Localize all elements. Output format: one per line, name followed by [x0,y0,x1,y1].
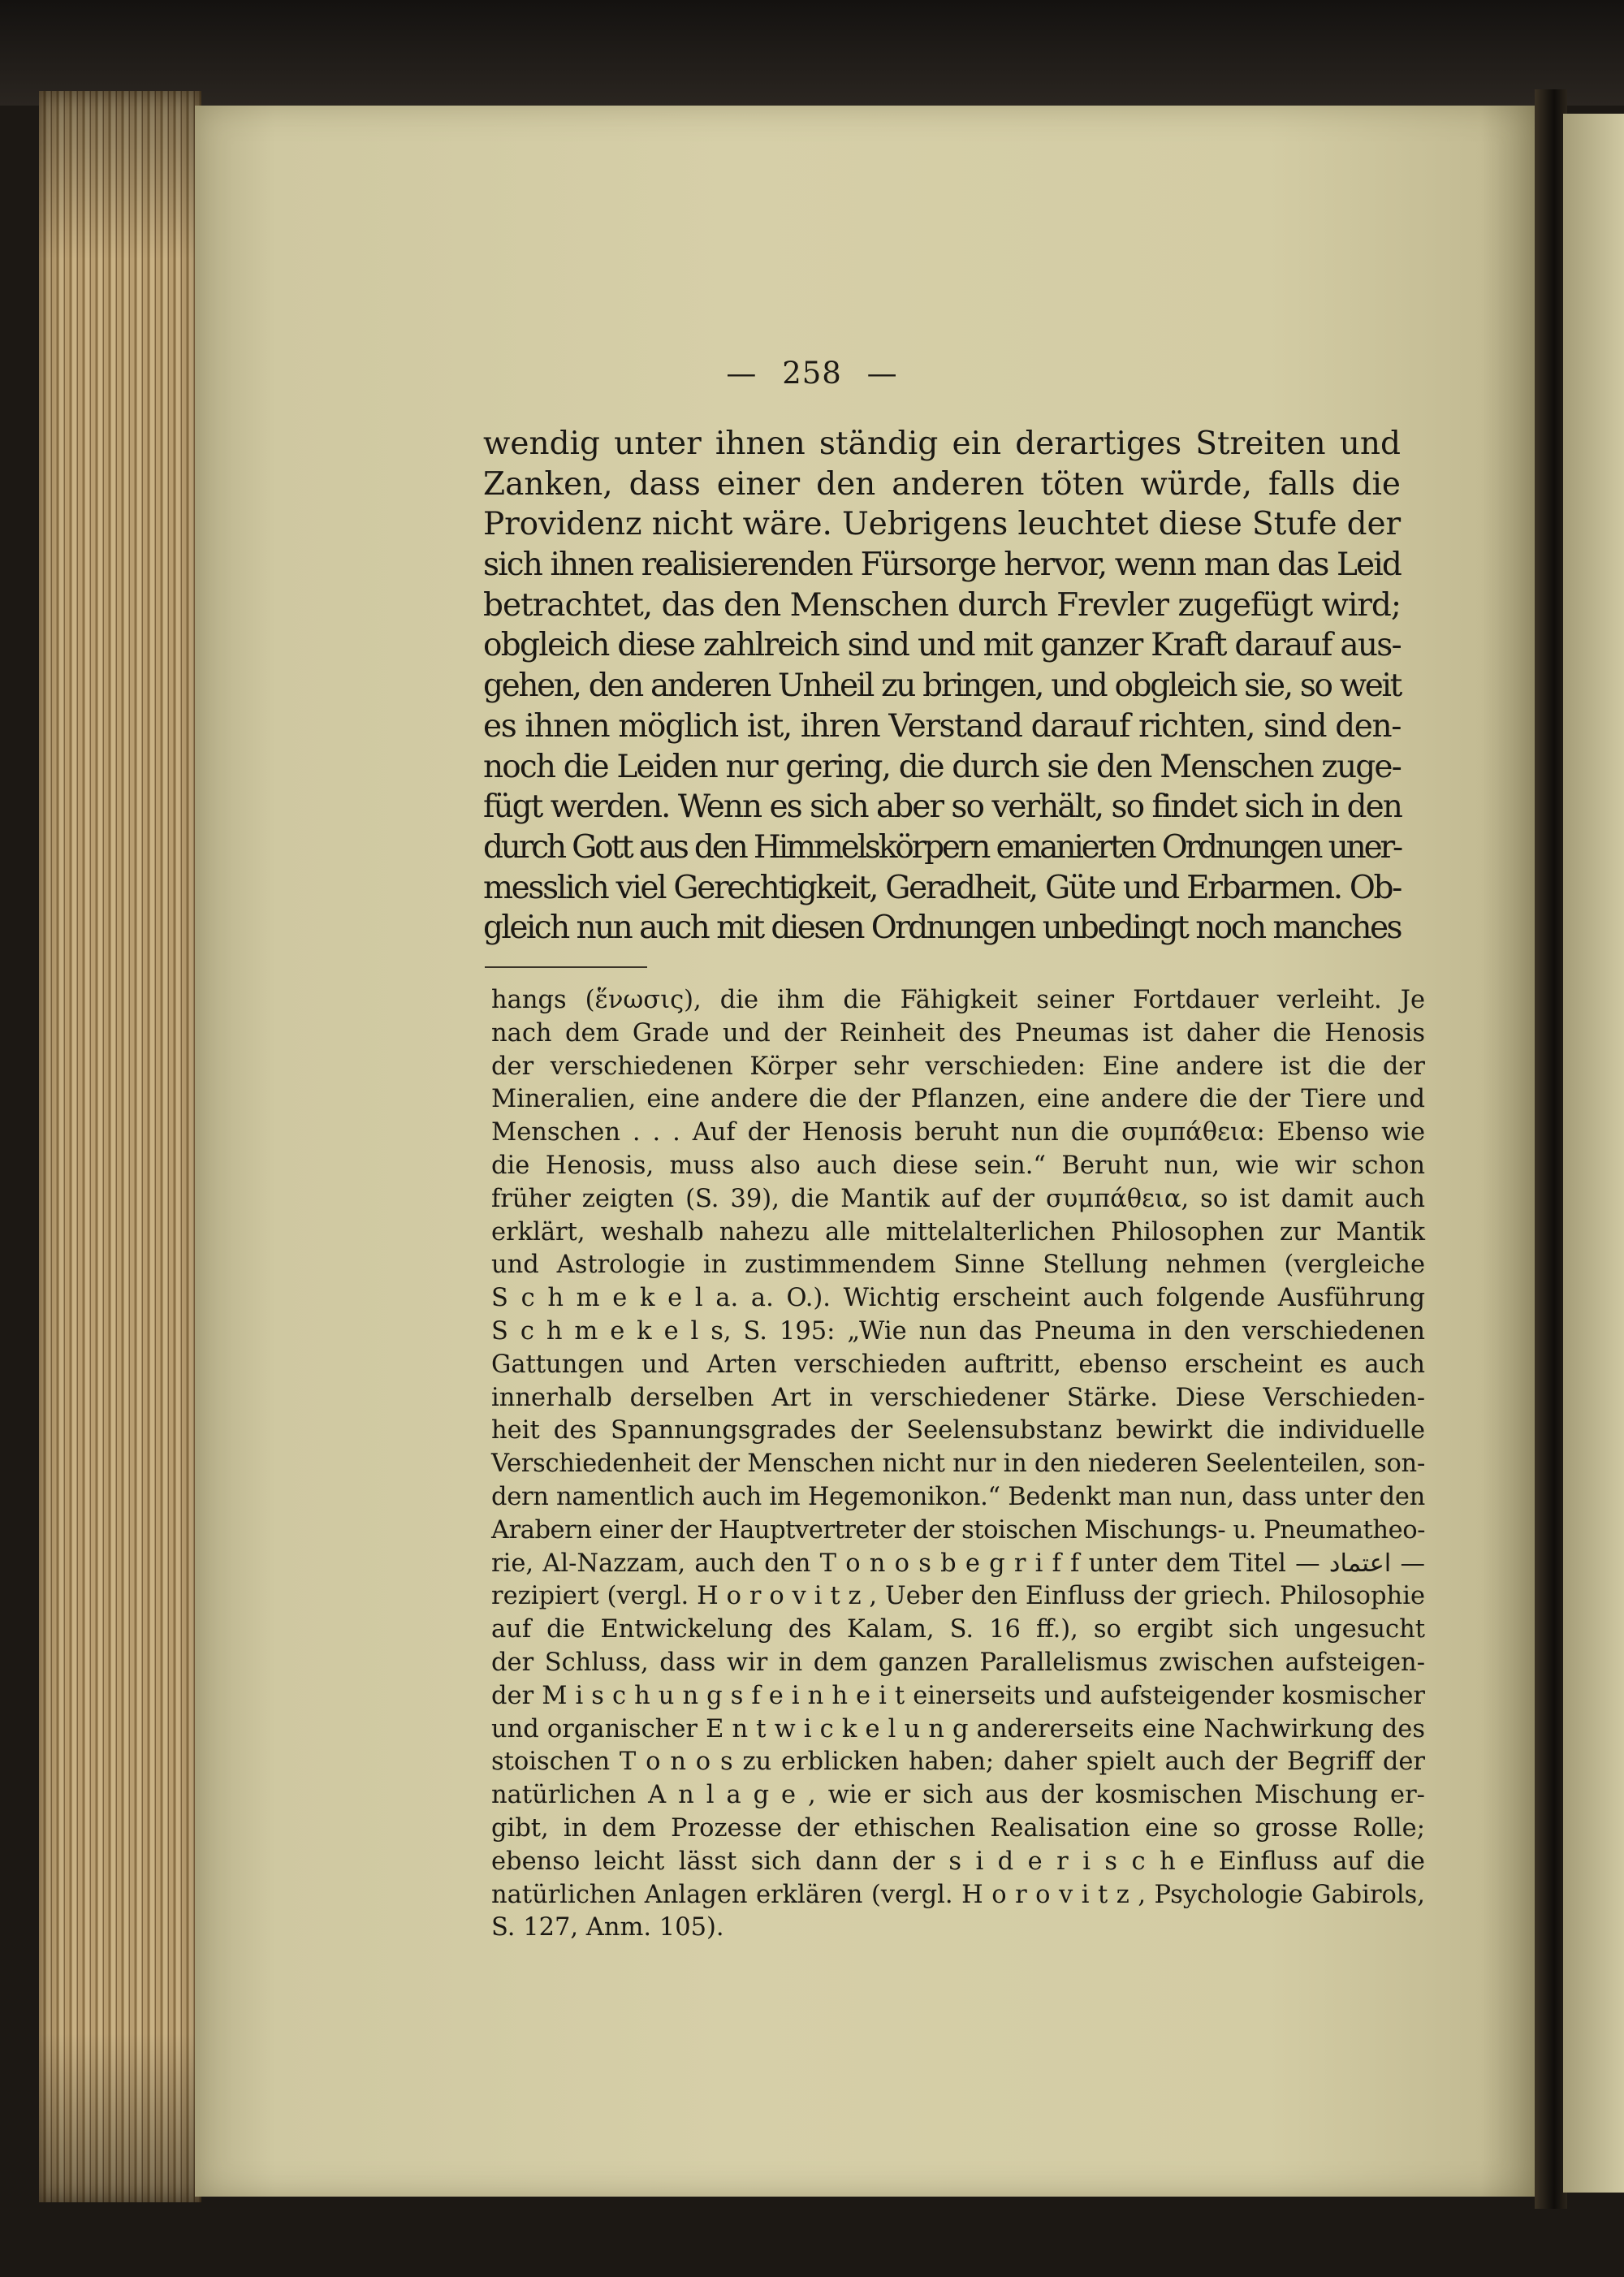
footnote-line: Mineralien, eine andere die der Pflanzen, eine andere die der Tiere und [491,1085,1425,1114]
footnote-line: rezipiert (vergl. H o r o v i t z , Ueber den Einfluss der griech. Philosophie [491,1582,1425,1611]
footnote-line: der verschiedenen Körper sehr verschieden: Eine andere ist die der [491,1052,1425,1081]
text-line: gehen, den anderen Unheil zu bringen, und obgleich sie, so weit [483,668,1401,705]
text-line: Providenz nicht wäre. Uebrigens leuchtet diese Stufe der [483,506,1401,543]
footnote-line: ebenso leicht lässt sich dann der s i d e r i s c h e Einfluss auf die [491,1847,1425,1876]
text-line: es ihnen möglich ist, ihren Verstand darauf richten, sind den- [483,707,1401,745]
text-line: wendig unter ihnen ständig ein derartiges Streiten und [483,426,1401,462]
text-line: betrachtet, das den Menschen durch Frevler zugefügt wird; [483,586,1401,624]
footnote-line: heit des Spannungsgrades der Seelensubstanz bewirkt die individuelle [491,1416,1425,1445]
footnote-line: und organischer E n t w i c k e l u n g andererseits eine Nachwirkung des [491,1714,1425,1743]
header-dash-right: — [866,356,898,391]
text-line: obgleich diese zahlreich sind und mit ganzer Kraft darauf aus- [483,627,1401,664]
footnote-line: S. 127, Anm. 105). [491,1913,724,1942]
text-line: sich ihnen realisierenden Fürsorge hervor, wenn man das Leid [483,547,1401,584]
text-line: messlich viel Gerechtigkeit, Geradheit, Güte und Erbarmen. Ob- [483,869,1401,906]
text-line: fügt werden. Wenn es sich aber so verhält, so findet sich in den [483,789,1402,826]
facing-page-edge [1563,114,1624,2193]
footnote-line: Verschiedenheit der Menschen nicht nur in den niederen Seelenteilen, son- [491,1450,1425,1479]
footnote-line: erklärt, weshalb nahezu alle mittelalterlichen Philosophen zur Mantik [491,1217,1425,1247]
header-dash-left: — [726,356,758,391]
text-line: noch die Leiden nur gering, die durch sie den Menschen zuge- [483,748,1401,785]
book-gutter [1535,89,1567,2209]
footnote-line: natürlichen A n l a g e , wie er sich aus der kosmischen Mischung er- [491,1781,1425,1810]
footnote-line: natürlichen Anlagen erklären (vergl. H o r o v i t z , Psychologie Gabirols, [491,1880,1425,1909]
footnote-line: rie, Al-Nazzam, auch den T o n o s b e g r i f f unter dem Titel — اعتماد — [491,1549,1425,1578]
footnote-line: Arabern einer der Hauptvertreter der stoischen Mischungs- u. Pneumatheo- [491,1515,1425,1545]
page-header [650,356,974,391]
text-line: gleich nun auch mit diesen Ordnungen unbedingt noch manches [483,910,1401,947]
footnote-line: Gattungen und Arten verschieden auftritt, ebenso erscheint es auch [491,1350,1425,1379]
footnote-line: früher zeigten (S. 39), die Mantik auf der συμπάθεια, so ist damit auch [491,1184,1425,1213]
footnote-line: der M i s c h u n g s f e i n h e i t einerseits und aufsteigender kosmischer [491,1681,1425,1710]
footnote-block [491,984,1425,1945]
footnote-line: und Astrologie in zustimmendem Sinne Stellung nehmen (vergleiche [491,1251,1425,1280]
footnote-line: innerhalb derselben Art in verschiedener Stärke. Diese Verschieden- [491,1383,1425,1412]
footnote-line: der Schluss, dass wir in dem ganzen Parallelismus zwischen aufsteigen- [491,1648,1425,1677]
footnote-line: dern namentlich auch im Hegemonikon.“ Bedenkt man nun, dass unter den [491,1482,1425,1511]
footnote-line: die Henosis, muss also auch diese sein.“ Beruht nun, wie wir schon [491,1151,1425,1180]
footnote-line: S c h m e k e l s, S. 195: „Wie nun das Pneuma in den verschiedenen [491,1316,1425,1346]
footnote-line: hangs (ἕνωσις), die ihm die Fähigkeit seiner Fortdauer verleiht. Je [491,986,1425,1014]
desk-background-top [0,0,1624,106]
main-text-block [483,424,1401,948]
footnote-line: nach dem Grade und der Reinheit des Pneumas ist daher die Henosis [491,1018,1425,1048]
footnote-line: S c h m e k e l a. a. O.). Wichtig erscheint auch folgende Ausführung [491,1284,1425,1313]
footnote-line: stoischen T o n o s zu erblicken haben; daher spielt auch der Begriff der [491,1748,1425,1777]
text-line: Zanken, dass einer den anderen töten würde, falls die [483,465,1401,503]
text-line: durch Gott aus den Himmelskörpern emanierten Ordnungen uner- [483,828,1402,866]
footnote-line: Menschen . . . Auf der Henosis beruht nun die συμπάθεια: Ebenso wie [491,1118,1425,1147]
page-stack-edges [39,91,201,2202]
page-number: 258 [782,356,842,391]
footnote-line: gibt, in dem Prozesse der ethischen Realisation eine so grosse Rolle; [491,1813,1425,1843]
footnote-rule [485,966,647,968]
footnote-line: auf die Entwickelung des Kalam, S. 16 ff.), so ergibt sich ungesucht [491,1615,1425,1644]
